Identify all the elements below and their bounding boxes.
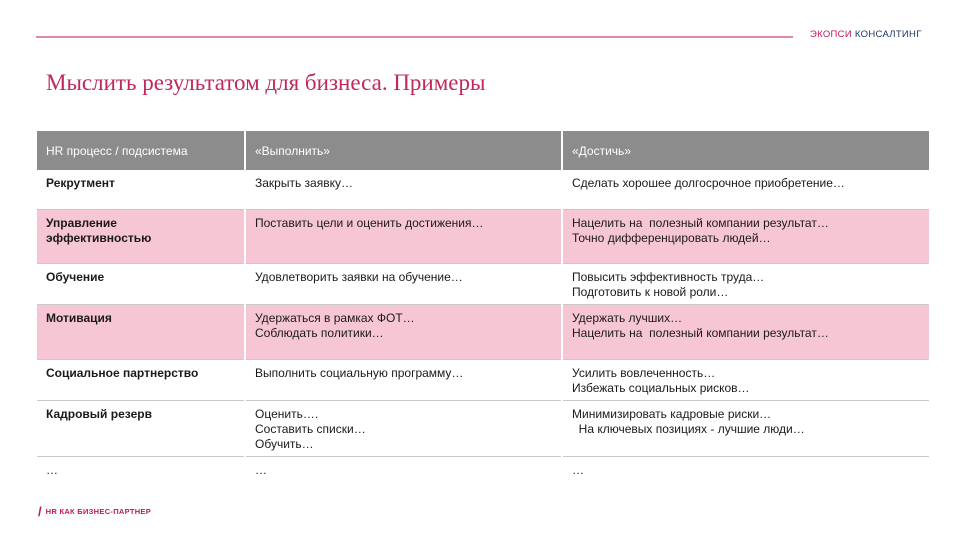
achieve-cell: Сделать хорошее долгосрочное приобретение…	[562, 170, 929, 210]
process-cell: Кадровый резерв	[37, 401, 245, 457]
table-row	[37, 264, 929, 305]
column-header-do: «Выполнить»	[245, 131, 562, 170]
achieve-cell: Повысить эффективность труда… Подготовить к новой роли…	[562, 264, 929, 305]
achieve-cell: Минимизировать кадровые риски… На ключевых позициях - лучшие люди…	[562, 401, 929, 457]
footer-slash: /	[38, 504, 42, 519]
achieve-cell: Нацелить на полезный компании результат… Точно дифференцировать людей…	[562, 210, 929, 264]
achieve-cell: Усилить вовлеченность… Избежать социальных рисков…	[562, 360, 929, 401]
table-row	[37, 401, 929, 457]
brand-logo	[810, 29, 922, 40]
table-row	[37, 360, 929, 401]
do-cell: Оценить…. Составить списки… Обучить…	[245, 401, 562, 457]
slide-title: Мыслить результатом для бизнеса. Примеры	[46, 70, 486, 95]
footer	[38, 503, 151, 521]
process-cell: Мотивация	[37, 305, 245, 360]
column-header-achieve: «Достичь»	[562, 131, 929, 170]
brand-name-part2: КОНСАЛТИНГ	[854, 29, 922, 40]
process-cell: Рекрутмент	[37, 170, 245, 210]
brand-name-part1: ЭКОПСИ	[810, 29, 852, 40]
do-cell: Закрыть заявку…	[245, 170, 562, 210]
do-cell: …	[245, 457, 562, 484]
examples-table	[37, 131, 929, 483]
do-cell: Поставить цели и оценить достижения…	[245, 210, 562, 264]
top-divider	[36, 36, 793, 38]
achieve-cell: Удержать лучших… Нацелить на полезный компании результат…	[562, 305, 929, 360]
do-cell: Удовлетворить заявки на обучение…	[245, 264, 562, 305]
achieve-cell: …	[562, 457, 929, 484]
process-cell: Управление эффективностью	[37, 210, 245, 264]
process-cell: Обучение	[37, 264, 245, 305]
process-cell: …	[37, 457, 245, 484]
table-row	[37, 305, 929, 360]
process-cell: Социальное партнерство	[37, 360, 245, 401]
do-cell: Выполнить социальную программу…	[245, 360, 562, 401]
table-row	[37, 457, 929, 484]
column-header-process: HR процесс / подсистема	[37, 131, 245, 170]
table-header-row	[37, 131, 929, 170]
table-row	[37, 210, 929, 264]
do-cell: Удержаться в рамках ФОТ… Соблюдать политики…	[245, 305, 562, 360]
footer-section-label: HR КАК БИЗНЕС-ПАРТНЕР	[45, 507, 152, 516]
table-row	[37, 170, 929, 210]
